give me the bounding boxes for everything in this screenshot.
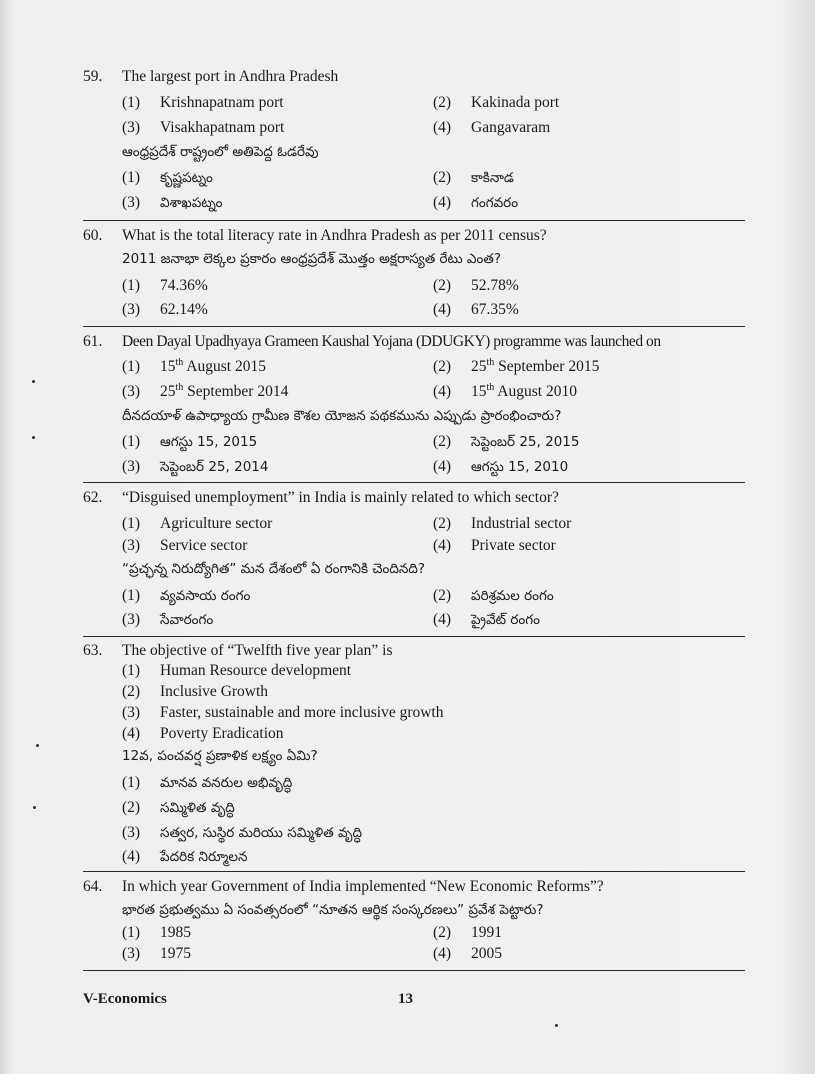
question-text-telugu: ఆంధ్రప్రదేశ్ రాష్ట్రంలో అతిపెద్ద ఓడరేవు xyxy=(122,144,319,160)
question-text-telugu: “ప్రచ్ఛన్న నిరుద్యోగిత” మన దేశంలో ఏ రంగానికి చెందినది? xyxy=(122,561,426,577)
option-4: (4) Poverty Eradication xyxy=(122,725,284,742)
telugu-option-2: (2) కాకినాడ xyxy=(433,169,514,186)
option-2: (2) 1991 xyxy=(433,924,502,941)
telugu-option-3: (3) విశాఖపట్నం xyxy=(122,194,223,211)
scan-speck xyxy=(555,1024,558,1027)
question-number: 59. xyxy=(83,68,103,85)
telugu-option-3: (3) సత్వర, సుస్థిర మరియు సమ్మిళిత వృద్ధి xyxy=(122,824,362,841)
divider xyxy=(83,220,745,221)
option-1: (1) Human Resource development xyxy=(122,662,352,679)
option-1: (1) 1985 xyxy=(122,924,191,941)
option-2: (2) Industrial sector xyxy=(433,515,572,532)
telugu-option-1: (1) మానవ వనరుల అభివృద్ధి xyxy=(122,774,293,791)
option-3: (3) Service sector xyxy=(122,537,248,554)
scan-speck xyxy=(32,380,35,383)
telugu-option-4: (4) ప్రైవేట్ రంగం xyxy=(433,611,540,628)
question-number: 63. xyxy=(83,642,103,659)
question-number: 61. xyxy=(83,333,103,350)
option-1: (1) 74.36% xyxy=(122,277,208,294)
option-1: (1) Agriculture sector xyxy=(122,515,273,532)
scan-speck xyxy=(33,806,36,809)
question-text: What is the total literacy rate in Andhra Pradesh as per 2011 census? xyxy=(122,227,547,244)
question-text-telugu: 2011 జనాభా లెక్కల ప్రకారం ఆంధ్రప్రదేశ్ మొత్తం అక్షరాస్యత రేటు ఎంత? xyxy=(122,251,502,267)
scan-speck xyxy=(32,436,35,439)
question-text: The largest port in Andhra Pradesh xyxy=(122,68,339,85)
option-1: (1) 15th August 2015 xyxy=(122,356,266,375)
option-2: (2) Kakinada port xyxy=(433,94,560,111)
telugu-option-4: (4) పేదరిక నిర్మూలన xyxy=(122,848,248,865)
option-1: (1) Krishnapatnam port xyxy=(122,94,284,111)
option-4: (4) 67.35% xyxy=(433,301,519,318)
option-3: (3) Faster, sustainable and more inclusive growth xyxy=(122,704,444,721)
question-number: 62. xyxy=(83,489,103,506)
divider xyxy=(83,636,745,637)
option-3: (3) 25th September 2014 xyxy=(122,381,289,400)
question-number: 64. xyxy=(83,878,103,895)
scan-speck xyxy=(36,744,39,747)
telugu-option-2: (2) సెప్టెంబర్ 25, 2015 xyxy=(433,433,580,450)
question-text: In which year Government of India implemented “New Economic Reforms”? xyxy=(122,878,604,895)
question-text-telugu: దీనదయాళ్ ఉపాధ్యాయ గ్రామీణ కౌశల యోజన పథకమును ఎప్పుడు ప్రారంభించారు? xyxy=(122,408,562,424)
telugu-option-4: (4) గంగవరం xyxy=(433,194,519,211)
telugu-option-1: (1) వ్యవసాయ రంగం xyxy=(122,587,251,604)
telugu-option-4: (4) ఆగస్టు 15, 2010 xyxy=(433,458,569,475)
telugu-option-3: (3) సేవారంగం xyxy=(122,611,214,628)
telugu-option-2: (2) పరిశ్రమల రంగం xyxy=(433,587,554,604)
question-number: 60. xyxy=(83,227,103,244)
telugu-option-1: (1) ఆగస్టు 15, 2015 xyxy=(122,433,258,450)
option-4: (4) 2005 xyxy=(433,945,502,962)
question-text: “Disguised unemployment” in India is mainly related to which sector? xyxy=(122,489,559,506)
question-text-telugu: భారత ప్రభుత్వము ఏ సంవత్సరంలో “నూతన ఆర్థిక సంస్కరణలు” ప్రవేశ పెట్టారు? xyxy=(122,902,544,918)
option-2: (2) 52.78% xyxy=(433,277,519,294)
option-4: (4) Gangavaram xyxy=(433,119,551,136)
option-3: (3) 62.14% xyxy=(122,301,208,318)
option-4: (4) 15th August 2010 xyxy=(433,381,577,400)
divider xyxy=(83,326,745,327)
footer-subject: V-Economics xyxy=(83,991,167,1007)
telugu-option-2: (2) సమ్మిళిత వృద్ధి xyxy=(122,799,235,816)
divider xyxy=(83,871,745,872)
divider xyxy=(83,970,745,971)
question-text-telugu: 12వ, పంచవర్ష ప్రణాళిక లక్ష్యం ఏమి? xyxy=(122,748,318,764)
divider xyxy=(83,482,745,483)
option-3: (3) Visakhapatnam port xyxy=(122,119,285,136)
question-text: The objective of “Twelfth five year plan” is xyxy=(122,642,393,659)
telugu-option-3: (3) సెప్టెంబర్ 25, 2014 xyxy=(122,458,269,475)
option-3: (3) 1975 xyxy=(122,945,191,962)
page-number: 13 xyxy=(398,991,413,1007)
option-2: (2) Inclusive Growth xyxy=(122,683,269,700)
telugu-option-1: (1) కృష్ణపట్నం xyxy=(122,169,213,186)
question-text: Deen Dayal Upadhyaya Grameen Kaushal Yojana (DDUGKY) programme was launched on xyxy=(122,333,661,350)
option-4: (4) Private sector xyxy=(433,537,556,554)
option-2: (2) 25th September 2015 xyxy=(433,356,600,375)
